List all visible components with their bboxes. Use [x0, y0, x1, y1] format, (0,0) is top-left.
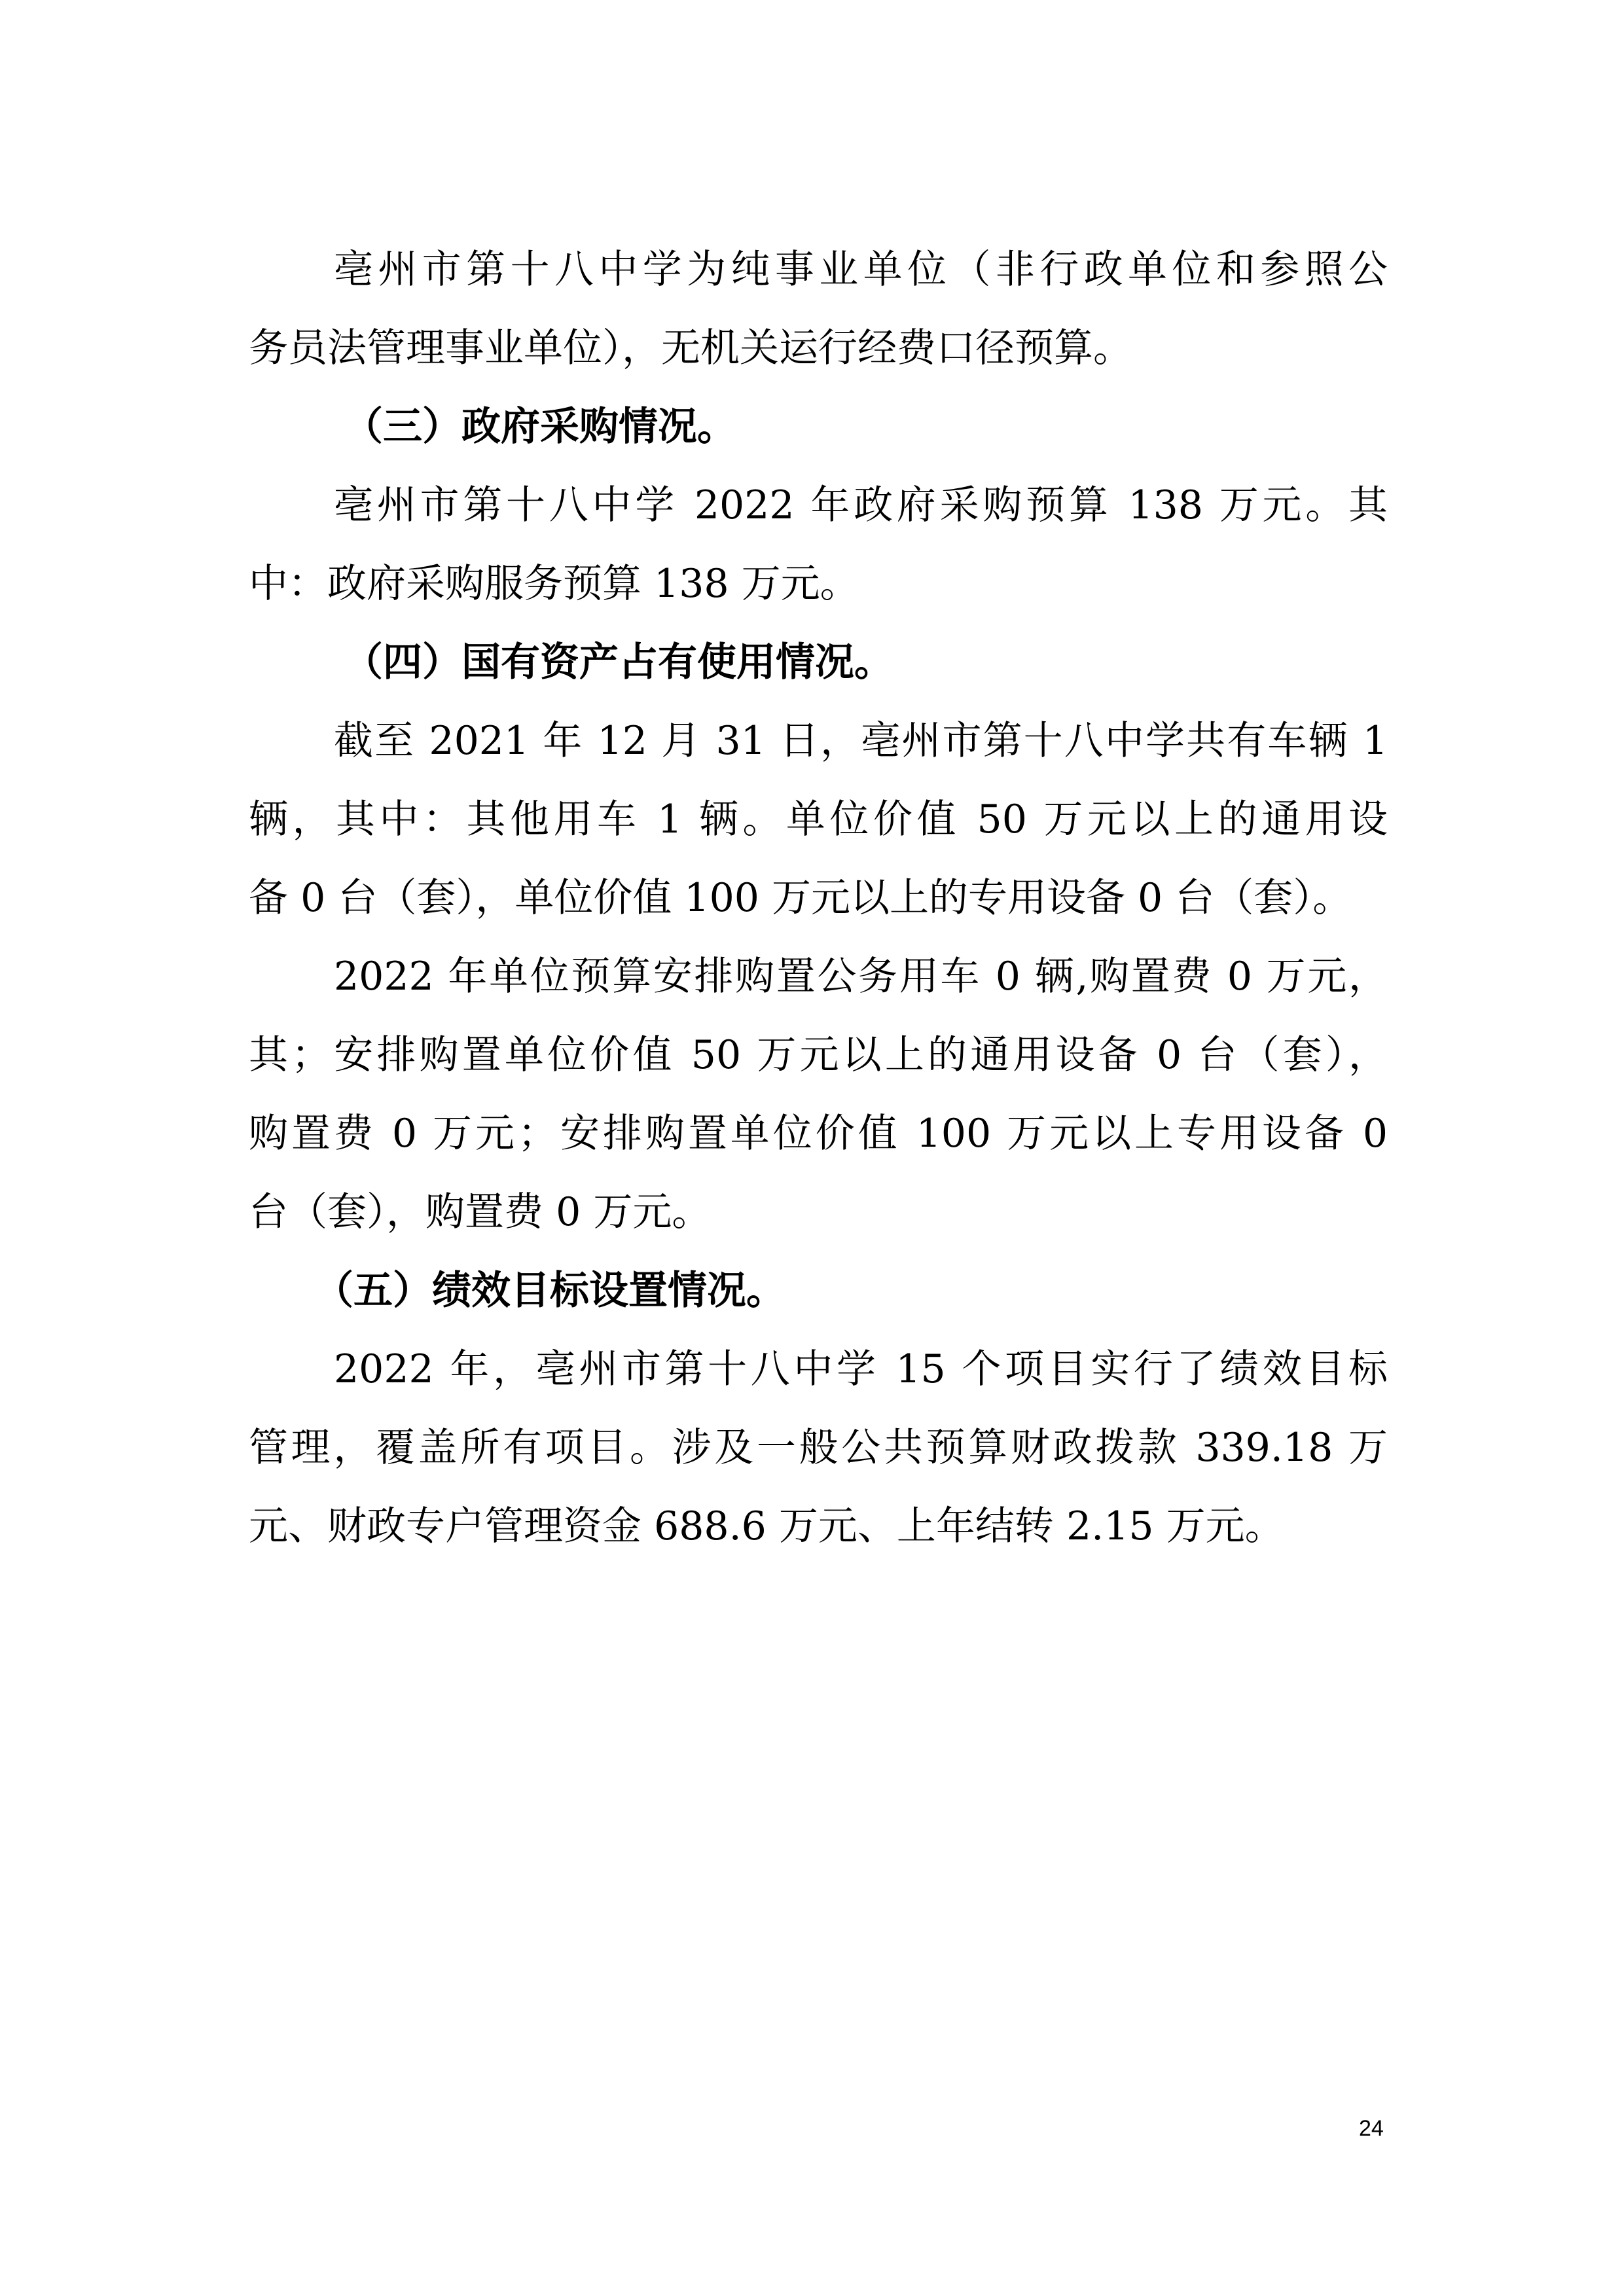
- paragraph-line: 元、财政专户管理资金 688.6 万元、上年结转 2.15 万元。: [249, 1503, 1284, 1549]
- paragraph-line: 2022 年单位预算安排购置公务用车 0 辆,购置费 0 万元，: [334, 954, 1388, 999]
- paragraph-line: 2022 年，亳州市第十八中学 15 个项目实行了绩效目标: [334, 1346, 1388, 1392]
- paragraph-line: 务员法管理事业单位），无机关运行经费口径预算。: [249, 325, 1132, 371]
- section-heading-state-assets: （四）国有资产占有使用情况。: [344, 639, 893, 685]
- paragraph-line: 辆，其中：其他用车 1 辆。单位价值 50 万元以上的通用设: [249, 797, 1388, 842]
- paragraph-line: 亳州市第十八中学为纯事业单位（非行政单位和参照公: [334, 247, 1388, 293]
- paragraph-line: 备 0 台（套），单位价值 100 万元以上的专用设备 0 台（套）。: [249, 875, 1352, 921]
- paragraph-line: 截至 2021 年 12 月 31 日，亳州市第十八中学共有车辆 1: [334, 718, 1388, 764]
- paragraph-line: 台（套），购置费 0 万元。: [249, 1189, 712, 1235]
- section-heading-performance: （五）绩效目标设置情况。: [314, 1268, 785, 1314]
- paragraph-line: 购置费 0 万元；安排购置单位价值 100 万元以上专用设备 0: [249, 1111, 1388, 1157]
- paragraph-line: 管理，覆盖所有项目。涉及一般公共预算财政拨款 339.18 万: [249, 1425, 1388, 1471]
- paragraph-line: 亳州市第十八中学 2022 年政府采购预算 138 万元。其: [334, 482, 1388, 528]
- paragraph-line: 其；安排购置单位价值 50 万元以上的通用设备 0 台（套），: [249, 1032, 1388, 1078]
- section-heading-procurement: （三）政府采购情况。: [344, 404, 736, 450]
- paragraph-line: 中：政府采购服务预算 138 万元。: [249, 561, 859, 607]
- page-number: 24: [1359, 2116, 1384, 2141]
